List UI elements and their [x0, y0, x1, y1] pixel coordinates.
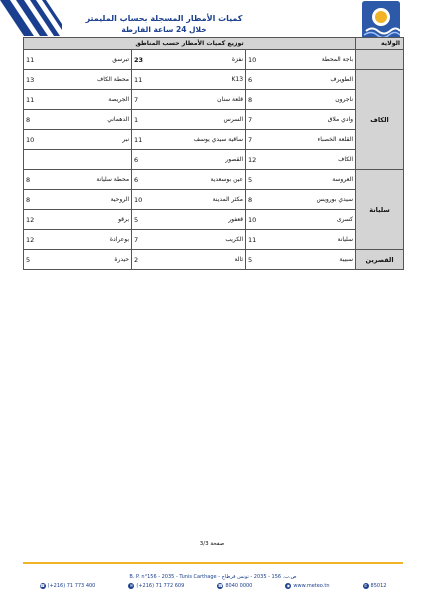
- rainfall-value: 11: [24, 50, 56, 70]
- station-name: برقو: [56, 210, 132, 230]
- footer-contact-text: (+216) 71 773 400: [47, 583, 96, 589]
- rainfall-value: 6: [132, 170, 170, 190]
- station-name: [56, 150, 132, 170]
- rainfall-value: 8: [246, 190, 282, 210]
- page-title: كميات الأمطار المسجلة بحساب المليمتر: [85, 14, 243, 23]
- rainfall-value: 11: [246, 230, 282, 250]
- rainfall-value: 12: [24, 210, 56, 230]
- station-name: قلعة سنان: [170, 90, 246, 110]
- footer-contact: [217, 583, 252, 589]
- station-name: الجريصة: [56, 90, 132, 110]
- page-number: صفحة 3/3: [199, 541, 225, 547]
- table-row: [24, 50, 404, 70]
- table-row: [24, 250, 404, 270]
- rainfall-value: 11: [132, 70, 170, 90]
- rainfall-value: 5: [246, 170, 282, 190]
- station-name: باجة المحطة: [282, 50, 356, 70]
- footer-divider: [23, 562, 403, 564]
- footer-contact-text: www.meteo.tn: [293, 583, 330, 589]
- station-name: نفزة: [170, 50, 246, 70]
- station-name: الروحية: [56, 190, 132, 210]
- rainfall-value: 10: [24, 130, 56, 150]
- rainfall-value: 7: [246, 110, 282, 130]
- footer-contact: [128, 583, 184, 589]
- region-cell: سليانة: [356, 170, 404, 250]
- station-name: حيدرة: [56, 250, 132, 270]
- station-name: محطة سليانة: [56, 170, 132, 190]
- table-row: [24, 190, 404, 210]
- rainfall-value: 11: [24, 90, 56, 110]
- footer-contact-text: (+216) 71 772 609: [136, 583, 185, 589]
- header-distribution: توزيع كميات الأمطار حسب المناطق: [24, 38, 356, 50]
- station-name: السرس: [170, 110, 246, 130]
- table-row: [24, 210, 404, 230]
- region-cell: القصرين: [356, 250, 404, 270]
- footer-contact-text: 85012: [370, 583, 387, 589]
- table-row: [24, 170, 404, 190]
- station-name: محطة الكاف: [56, 70, 132, 90]
- station-name: سليانة: [282, 230, 356, 250]
- rainfall-value: 5: [132, 210, 170, 230]
- rainfall-value: 10: [132, 190, 170, 210]
- rainfall-value: 10: [246, 210, 282, 230]
- institute-logo: [362, 1, 400, 39]
- table-row: [24, 110, 404, 130]
- rainfall-value: 23: [132, 50, 170, 70]
- fax-icon: ✉: [129, 583, 134, 588]
- rainfall-value: 7: [246, 130, 282, 150]
- table-row: [24, 150, 404, 170]
- rainfall-value: 7: [132, 230, 170, 250]
- station-name: الكاف: [282, 150, 356, 170]
- table-row: [24, 90, 404, 110]
- station-name: الدهماني: [56, 110, 132, 130]
- station-name: الطويرف: [282, 70, 356, 90]
- station-name: ساقية سيدي يوسف: [170, 130, 246, 150]
- rainfall-value: 6: [246, 70, 282, 90]
- rainfall-value: 1: [132, 110, 170, 130]
- footer-contact: [40, 583, 96, 589]
- rainfall-value: 8: [24, 110, 56, 130]
- phone-icon: ☎: [217, 583, 223, 588]
- phone-icon: ☎: [40, 583, 45, 588]
- station-name: ثالة: [170, 250, 246, 270]
- rainfall-value: 11: [132, 130, 170, 150]
- header-region: الولاية: [356, 38, 404, 50]
- rainfall-value: 5: [24, 250, 56, 270]
- table-row: [24, 130, 404, 150]
- rainfall-value: 12: [246, 150, 282, 170]
- station-name: القلعة الخصباء: [282, 130, 356, 150]
- station-name: تبرسق: [56, 50, 132, 70]
- region-cell: [356, 50, 404, 70]
- station-name: بوعرادة: [56, 230, 132, 250]
- rainfall-value: 8: [24, 190, 56, 210]
- rainfall-value: 5: [246, 250, 282, 270]
- station-name: K13: [170, 70, 246, 90]
- station-name: القصور: [170, 150, 246, 170]
- station-name: نبر: [56, 130, 132, 150]
- station-name: مكثر المدينة: [170, 190, 246, 210]
- rainfall-value: 13: [24, 70, 56, 90]
- footer-address: B. P. n°156 - 2035 - Tunis Carthage - ص.ب. 156 - 2035 - تونس قرطاج: [129, 574, 297, 580]
- footer: [23, 562, 403, 594]
- page-subtitle: خلال 24 ساعة الفارطة: [121, 25, 207, 34]
- table-row: [24, 230, 404, 250]
- sms-icon: ✆: [363, 583, 368, 588]
- station-name: الكريب: [170, 230, 246, 250]
- rainfall-table: [23, 37, 404, 270]
- rainfall-value: 6: [132, 150, 170, 170]
- station-name: ناجرون: [282, 90, 356, 110]
- table-row: [24, 70, 404, 90]
- station-name: قعفور: [170, 210, 246, 230]
- web-icon: ◉: [286, 583, 291, 588]
- footer-contacts: [23, 583, 403, 589]
- station-name: كسرى: [282, 210, 356, 230]
- footer-contact: [285, 583, 329, 589]
- station-name: سيدي بورويس: [282, 190, 356, 210]
- rainfall-value: 12: [24, 230, 56, 250]
- footer-contact: [363, 583, 387, 589]
- rainfall-value: [24, 150, 56, 170]
- footer-contact-text: 8040 0000: [225, 583, 253, 589]
- rainfall-value: 8: [24, 170, 56, 190]
- rainfall-value: 2: [132, 250, 170, 270]
- rainfall-value: 10: [246, 50, 282, 70]
- station-name: العروسة: [282, 170, 356, 190]
- station-name: عين بوسعدية: [170, 170, 246, 190]
- station-name: وادي ملاق: [282, 110, 356, 130]
- station-name: سبيبة: [282, 250, 356, 270]
- rainfall-value: 8: [246, 90, 282, 110]
- rainfall-value: 7: [132, 90, 170, 110]
- region-cell: الكاف: [356, 70, 404, 170]
